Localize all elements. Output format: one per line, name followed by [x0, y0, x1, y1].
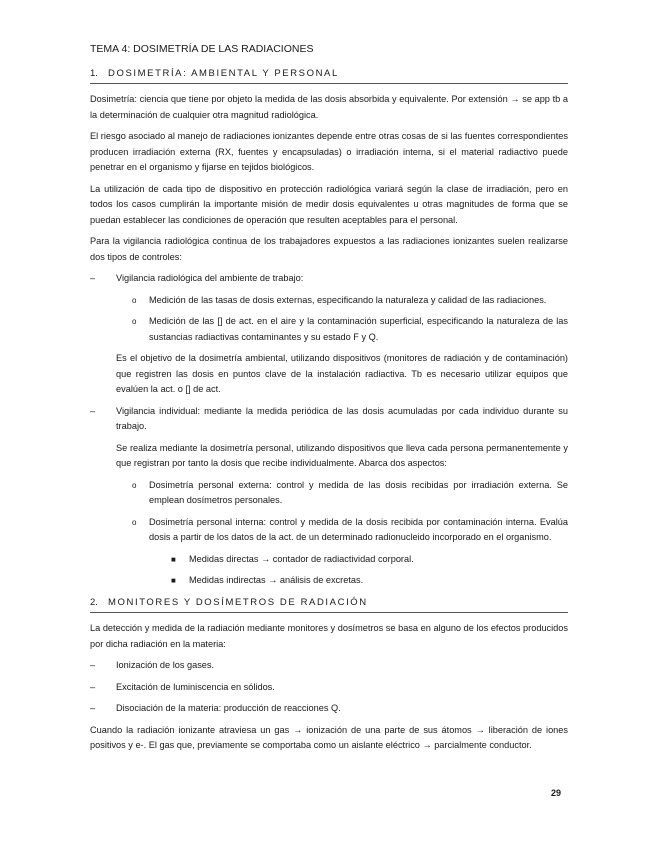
- list-item: [90, 701, 568, 717]
- paragraph-ionization: Cuando la radiación ionizante atraviesa un gas → ionización de una parte de sus átomos → liberación de iones positivos y e-. El gas que, previamente se comportaba como un aislante eléctrico → parcialmente conductor.: [90, 724, 568, 750]
- circle-bullet-icon: o: [132, 480, 137, 490]
- section-title: DOSIMETRÍA: AMBIENTAL Y PERSONAL: [108, 67, 339, 79]
- list-item: [90, 271, 568, 287]
- paragraph-detection: La detección y medida de la radiación mediante monitores y dosímetros se basa en alguno de los efectos producidos por dicha radiación en la materia:: [90, 623, 568, 649]
- list-item-text: Ionización de los gases.: [116, 660, 215, 670]
- sub-list-item-text: Dosimetría personal externa: control y medida de las dosis recibidas por irradiación externa. Se emplean dosímetros personales.: [149, 479, 568, 505]
- paragraph-controls-intro: Para la vigilancia radiológica continua de los trabajadores expuestos a las radiaciones ionizantes suelen realizarse dos tipos de controles:: [90, 236, 568, 262]
- sub-list-item-text: Medición de las [] de act. en el aire y la contaminación superficial, especificando la naturaleza de las sustancias radiactivas contaminantes y su estado F y Q.: [149, 316, 568, 342]
- dash-bullet: –: [90, 681, 96, 692]
- section-number: 2.: [90, 596, 98, 608]
- section-heading-1: [90, 66, 568, 85]
- sub-list-item: [90, 293, 568, 309]
- sub-sub-list-item: [90, 552, 568, 568]
- indented-paragraph: Es el objetivo de la dosimetría ambiental, utilizando dispositivos (monitores de radiación y de contaminación) que registren las dosis en puntos clave de la instalación radiactiva. Tb es necesario utilizar equipos que evalúen la act. o [] de act.: [116, 353, 568, 394]
- circle-bullet-icon: o: [132, 317, 137, 326]
- dash-bullet: –: [90, 703, 96, 713]
- indented-paragraph: Se realiza mediante la dosimetría personal, utilizando dispositivos que lleva cada persona permanentemente y que registran por tanto la dosis que recibe individualmente. Abarca dos aspectos:: [116, 442, 568, 468]
- dash-bullet: –: [90, 405, 96, 416]
- section-title: MONITORES Y DOSÍMETROS DE RADIACIÓN: [108, 596, 368, 608]
- list-item-text: Disociación de la materia: producción de reacciones Q.: [116, 703, 341, 713]
- sub-list-item-text: Medición de las tasas de dosis externas, especificando la naturaleza y calidad de las radiaciones.: [149, 294, 547, 305]
- list-item-text: Vigilancia individual: mediante la medida periódica de las dosis acumuladas por cada individuo durante su trabajo.: [116, 405, 568, 431]
- paragraph-dosimetry-definition: Dosimetría: ciencia que tiene por objeto la medida de las dosis absorbida y equivalente. Por extensión → se app tb a la determinación de cualquier otra magnitud radiológica.: [90, 94, 568, 120]
- section-heading-2: [90, 595, 568, 614]
- list-item: [90, 658, 568, 674]
- list-item: [90, 404, 568, 435]
- sub-sub-list-item: [90, 573, 568, 589]
- sub-sub-list-item-text: Medidas indirectas → análisis de excretas.: [189, 575, 364, 585]
- paragraph-device-use: La utilización de cada tipo de dispositivo en protección radiológica variará según la clase de irradiación, pero en todos los casos cumplirán la importante misión de medir dosis equivalentes u otras magnitudes de forma que se puedan establecer las condiciones de operación que resulten aceptables para el personal.: [90, 183, 568, 225]
- sub-sub-list-item-text: Medidas directas → contador de radiactividad corporal.: [189, 553, 414, 564]
- square-bullet-icon: ■: [171, 576, 176, 585]
- list-item-text: Vigilancia radiológica del ambiente de trabajo:: [116, 273, 304, 283]
- paragraph-risk: El riesgo asociado al manejo de radiaciones ionizantes depende entre otras cosas de si las fuentes correspondientes producen irradiación externa (RX, fuentes y encapsuladas) o irradiación interna, si el material radiactivo puede penetrar en el organismo y fijarse en tejidos biológicos.: [90, 131, 568, 172]
- circle-bullet-icon: o: [132, 295, 137, 305]
- list-item-text: Excitación de luminiscencia en sólidos.: [116, 681, 275, 692]
- list-item: [90, 680, 568, 696]
- sub-list-item-text: Dosimetría personal interna: control y medida de la dosis recibida por contaminación interna. Evalúa dosis a partir de los datos de la act. de un determinado radionucleido incorporado en el organismo.: [149, 516, 568, 542]
- topic-title: TEMA 4: DOSIMETRÍA DE LAS RADIACIONES: [90, 43, 314, 55]
- dash-bullet: –: [90, 660, 96, 670]
- sub-list-item: [90, 515, 568, 546]
- document-page: [90, 40, 568, 760]
- circle-bullet-icon: o: [132, 517, 137, 527]
- square-bullet-icon: ■: [171, 554, 176, 564]
- section-number: 1.: [90, 67, 98, 79]
- dash-bullet: –: [90, 273, 96, 283]
- sub-list-item: [90, 478, 568, 509]
- page-number: 29: [551, 788, 562, 798]
- sub-list-item: [90, 314, 568, 345]
